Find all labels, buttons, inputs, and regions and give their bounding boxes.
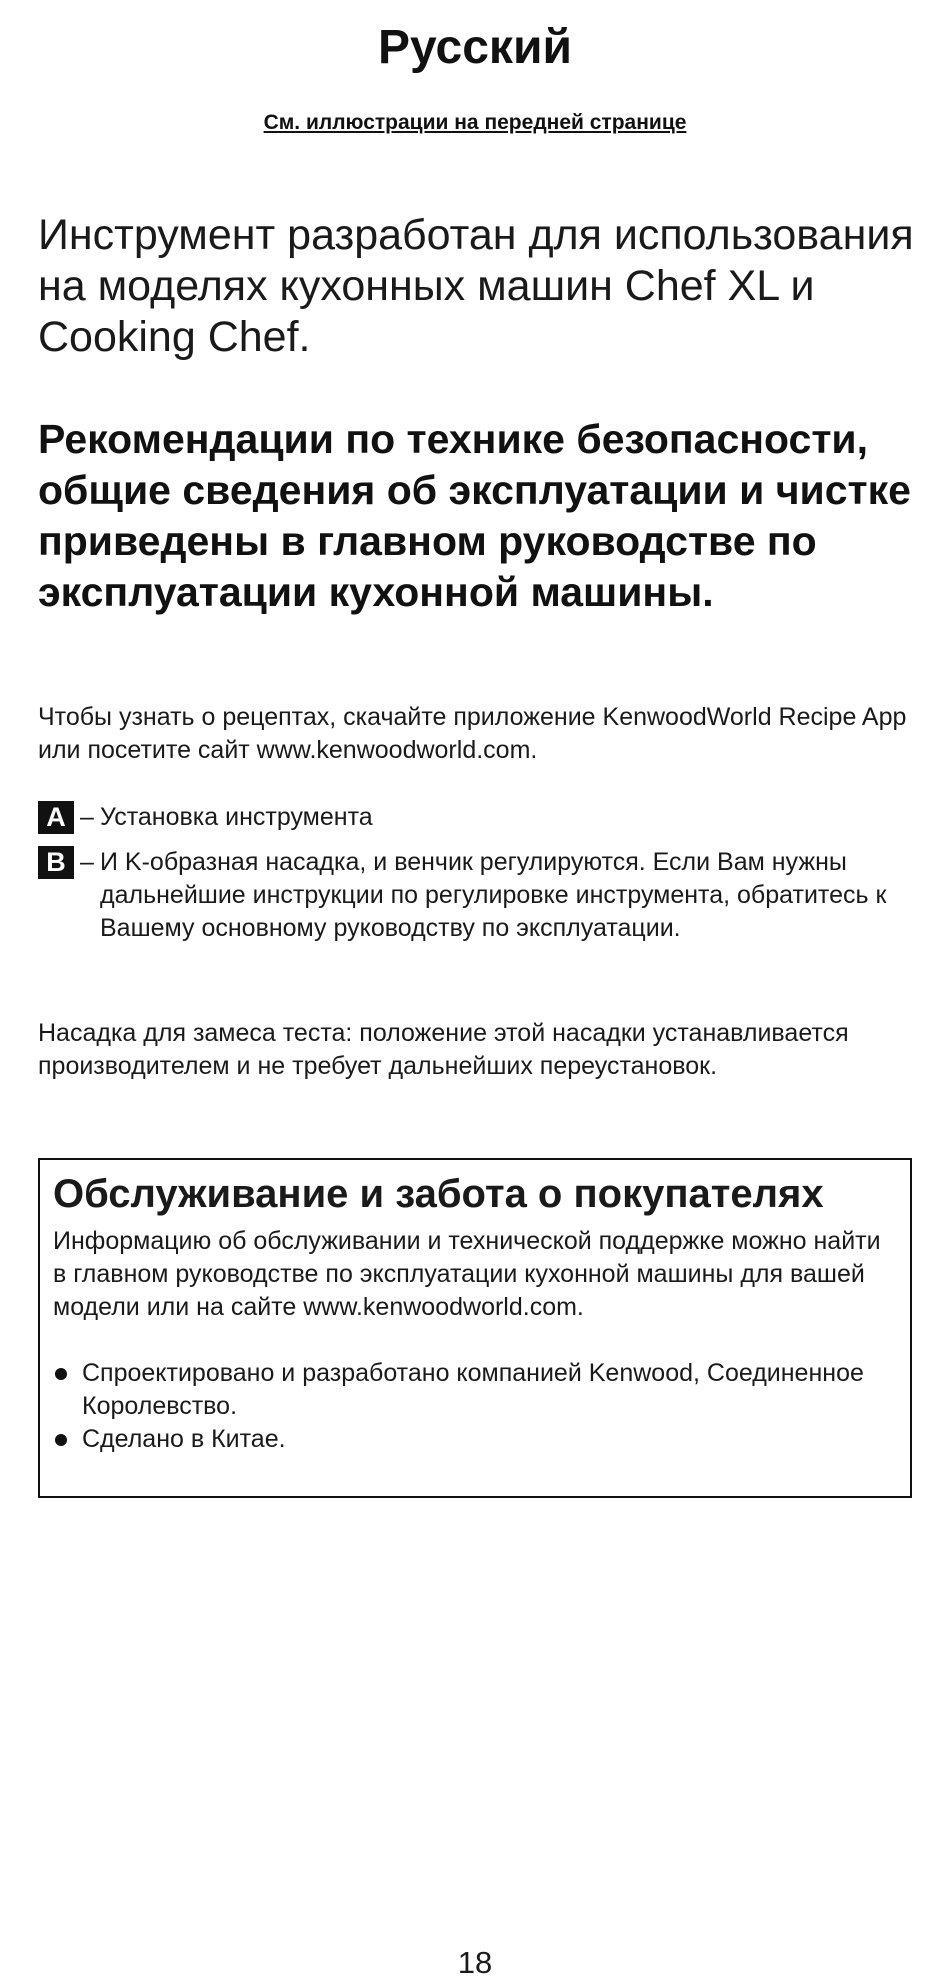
- safety-notice: Рекомендации по технике безопасности, общие сведения об эксплуатации и чистке приведены в главном руководстве по эксплуатации кухонной машины.: [38, 416, 911, 615]
- legend-item-b: [38, 846, 918, 945]
- customer-care-text: Информацию об обслуживании и технической поддержке можно найти в главном руководстве по эксплуатации кухонной машины для вашей модели или на сайте www.kenwoodworld.com.: [53, 1227, 881, 1321]
- dough-hook-paragraph: Насадка для замеса теста: положение этой насадки устанавливается производителем и не требует дальнейших переустановок.: [38, 1019, 849, 1080]
- bullet-item-made-in: Сделано в Китае.: [53, 1423, 898, 1456]
- figure-legend: [38, 801, 918, 957]
- see-illustrations-note: См. иллюстрации на передней странице: [263, 111, 687, 134]
- legend-text-b: И K-образная насадка, и венчик регулируются. Если Вам нужны дальнейшие инструкции по регулировке инструмента, обратитесь к Вашему основному руководству по эксплуатации.: [100, 848, 887, 942]
- bullet-item-designed: Спроектировано и разработано компанией Kenwood, Соединенное Королевство.: [53, 1357, 898, 1423]
- page-number: 18: [457, 1945, 493, 1980]
- legend-text-a: Установка инструмента: [100, 803, 373, 831]
- legend-dash: –: [80, 803, 94, 831]
- language-heading: Русский: [378, 21, 572, 74]
- legend-badge-b: B: [38, 846, 74, 879]
- legend-item-a: [38, 801, 918, 834]
- intro-paragraph: Инструмент разработан для использования на моделях кухонных машин Chef XL и Cooking Chef.: [38, 211, 914, 361]
- customer-care-box: [38, 1158, 912, 1498]
- customer-care-title: Обслуживание и забота о покупателях: [53, 1172, 824, 1216]
- legend-badge-a: A: [38, 801, 74, 834]
- legend-dash: –: [80, 848, 94, 876]
- customer-care-list: [53, 1357, 898, 1456]
- recipes-paragraph: Чтобы узнать о рецептах, скачайте приложение KenwoodWorld Recipe App или посетите сайт www.kenwoodworld.com.: [38, 703, 907, 764]
